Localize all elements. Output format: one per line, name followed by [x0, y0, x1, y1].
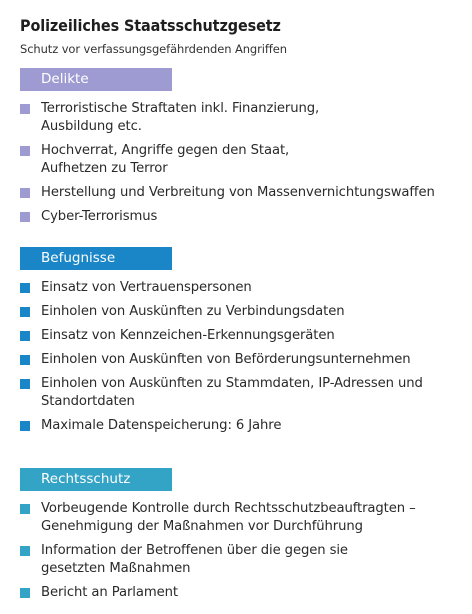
- list-item: [20, 584, 472, 602]
- list-item: [20, 184, 472, 202]
- list-item: [20, 500, 472, 536]
- list-item-text: Einsatz von Vertrauenspersonen: [41, 280, 252, 295]
- list-item: [20, 542, 472, 578]
- list-item-text: Information der Betroffenen über die gegen sie: [41, 543, 348, 558]
- list-item: [20, 327, 472, 345]
- list-item-text: Hochverrat, Angriffe gegen den Staat,: [41, 143, 290, 158]
- list-item: [20, 142, 472, 178]
- list-item-text: Einholen von Auskünften zu Verbindungsdaten: [41, 304, 345, 319]
- list-item: [20, 417, 472, 435]
- list-item-text: Terroristische Straftaten inkl. Finanzierung,: [41, 101, 320, 116]
- square-bullet-icon: [20, 421, 30, 431]
- page-subtitle: Schutz vor verfassungsgefährdenden Angriffen: [20, 42, 287, 56]
- list-item-text: Genehmigung der Maßnahmen vor Durchführung: [41, 519, 363, 534]
- section-delikte: [20, 68, 472, 232]
- page-title: Polizeiliches Staatsschutzgesetz: [20, 16, 281, 35]
- square-bullet-icon: [20, 307, 30, 317]
- list-item: [20, 375, 472, 411]
- section-heading-rechtsschutz: Rechtsschutz: [20, 468, 172, 491]
- list-item: [20, 100, 472, 136]
- rechtsschutz-list: [20, 500, 472, 602]
- list-item-text: Einholen von Auskünften zu Stammdaten, IP-Adressen und: [41, 376, 423, 391]
- list-item-text: Cyber-Terrorismus: [41, 209, 158, 224]
- square-bullet-icon: [20, 546, 30, 556]
- square-bullet-icon: [20, 104, 30, 114]
- list-item-text: Einsatz von Kennzeichen-Erkennungsgeräten: [41, 328, 335, 343]
- list-item: [20, 279, 472, 297]
- list-item-text: Einholen von Auskünften von Beförderungsunternehmen: [41, 352, 411, 367]
- square-bullet-icon: [20, 355, 30, 365]
- list-item-text: Standortdaten: [41, 394, 135, 409]
- list-item: [20, 303, 472, 321]
- square-bullet-icon: [20, 331, 30, 341]
- square-bullet-icon: [20, 188, 30, 198]
- list-item-text: gesetzten Maßnahmen: [41, 561, 191, 576]
- square-bullet-icon: [20, 146, 30, 156]
- list-item-text: Bericht an Parlament: [41, 585, 178, 600]
- square-bullet-icon: [20, 283, 30, 293]
- section-heading-befugnisse: Befugnisse: [20, 247, 172, 270]
- list-item-text: Vorbeugende Kontrolle durch Rechtsschutzbeauftragten –: [41, 501, 416, 516]
- square-bullet-icon: [20, 379, 30, 389]
- square-bullet-icon: [20, 504, 30, 514]
- list-item: [20, 208, 472, 226]
- delikte-list: [20, 100, 472, 226]
- section-befugnisse: [20, 247, 472, 441]
- list-item: [20, 351, 472, 369]
- square-bullet-icon: [20, 212, 30, 222]
- section-heading-delikte: Delikte: [20, 68, 172, 91]
- list-item-text: Herstellung und Verbreitung von Massenvernichtungswaffen: [41, 185, 435, 200]
- befugnisse-list: [20, 279, 472, 435]
- list-item-text: Maximale Datenspeicherung: 6 Jahre: [41, 418, 282, 433]
- square-bullet-icon: [20, 588, 30, 598]
- list-item-text: Ausbildung etc.: [41, 119, 142, 134]
- list-item-text: Aufhetzen zu Terror: [41, 161, 168, 176]
- section-rechtsschutz: [20, 468, 472, 608]
